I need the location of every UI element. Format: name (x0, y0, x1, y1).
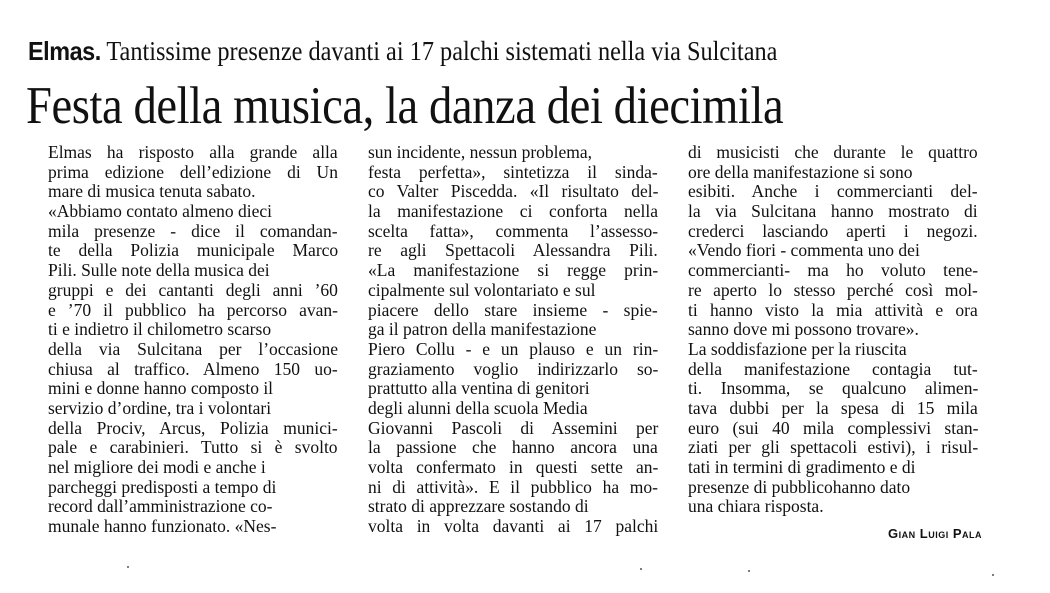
article-line: ti e indietro il chilometro scarso (48, 319, 272, 340)
article-line: ti hanno visto la mia attività e ora (688, 299, 978, 320)
article-line: pale e carabinieri. Tutto si è svolto (48, 437, 338, 458)
print-speck (992, 574, 994, 576)
article-line: record dall’amministrazione co- (48, 496, 273, 517)
article-line: della via Sulcitana per l’occasione (48, 338, 339, 359)
article-headline: Festa della musica, la danza dei diecimila (26, 77, 784, 135)
article-line: gruppi e dei cantanti degli anni ’60 (48, 279, 338, 300)
article-line: ziati per gli spettacoli estivi), i risul- (688, 437, 979, 458)
article-line: euro (sui 40 mila complessivi stan- (688, 417, 979, 438)
print-speck (127, 566, 129, 568)
article-line: te della Polizia municipale Marco (48, 240, 339, 261)
article-line: sun incidente, nessun problema, (368, 142, 593, 162)
article-byline: Gian Luigi Pala (888, 526, 982, 541)
article-line: Giovanni Pascoli di Assemini per (368, 417, 659, 438)
article-line: sanno dove mi possono trovare». (688, 319, 919, 340)
article-line: tati in termini di gradimento e di (688, 457, 916, 477)
article-line: e ’70 il pubblico ha percorso avan- (48, 299, 338, 320)
article-line: la passione che hanno ancora una (368, 437, 658, 458)
article-line: La soddisfazione per la riuscita (688, 338, 907, 359)
article-line: «La manifestazione si regge prin- (368, 260, 659, 281)
article-line: re aperto lo stesso perché così mol- (688, 279, 978, 300)
print-speck (748, 570, 750, 572)
article-line: degli alunni della scuola Media (368, 397, 588, 418)
article-line: ni di attività». E il pubblico ha mo- (368, 476, 658, 497)
article-line: ga il patron della manifestazione (368, 319, 597, 340)
article-line: presenze di pubblicohanno dato (688, 476, 911, 497)
article-line: la manifestazione ci conforta nella (368, 201, 658, 222)
article-column-1 (48, 143, 338, 537)
article-line: piacere dello stare insieme - spie- (368, 299, 658, 320)
article-line: parcheggi predisposti a tempo di (48, 476, 277, 497)
kicker-text: Tantissime presenze davanti ai 17 palchi sistemati nella via Sulcitana (106, 36, 778, 66)
article-line: di musicisti che durante le quattro (688, 142, 978, 162)
article-line: «Vendo fiori - commenta uno dei (688, 240, 920, 261)
article-column-3 (688, 143, 978, 517)
article-line: commercianti- ma ho voluto tene- (688, 260, 979, 281)
article-line: volta in volta davanti ai 17 palchi (368, 516, 659, 537)
article-line: ti. Insomma, se qualcuno alimen- (688, 378, 979, 399)
article-line: esibiti. Anche i commercianti del- (688, 181, 978, 202)
article-line: co Valter Piscedda. «Il risultato del- (368, 181, 659, 202)
article-line: strato di apprezzare sostando di (368, 496, 589, 517)
article-line: volta confermato in questi sette an- (368, 457, 659, 477)
article-line: festa perfetta», sintetizza il sinda- (368, 161, 658, 182)
article-line: Elmas ha risposto alla grande alla (48, 142, 338, 162)
article-line: mini e donne hanno composto il (48, 378, 274, 399)
article-line: ore della manifestazione si sono (688, 161, 913, 182)
print-speck (640, 568, 642, 570)
article-line: crederci lasciando aperti i negozi. (688, 220, 978, 241)
article-line: mila presenze - dice il comandan- (48, 220, 338, 241)
article-line: tava dubbi per la spesa di 15 mila (688, 397, 978, 418)
article-line: scelta fatta», commenta l’assesso- (368, 220, 659, 241)
kicker-place: Elmas. (28, 36, 101, 66)
article-line: chiusa al traffico. Almeno 150 uo- (48, 358, 338, 379)
article-line: la via Sulcitana hanno mostrato di (688, 201, 978, 222)
article-column-2 (368, 143, 658, 537)
article-line: mare di musica tenuta sabato. (48, 181, 256, 202)
article-line: re agli Spettacoli Alessandra Pili. (368, 240, 658, 261)
article-line: «Abbiamo contato almeno dieci (48, 201, 273, 222)
article-line: prattutto alla ventina di genitori (368, 378, 590, 399)
article-line: Piero Collu - e un plauso e un rin- (368, 338, 659, 359)
article-line: Pili. Sulle note della musica dei (48, 260, 270, 281)
article-kicker (28, 34, 937, 68)
article-line: della manifestazione contagia tut- (688, 358, 978, 379)
article-line: nel migliore dei modi e anche i (48, 457, 266, 477)
article-line: graziamento voglio indirizzarlo so- (368, 358, 659, 379)
article-line: munale hanno funzionato. «Nes- (48, 516, 277, 537)
article-line: della Prociv, Arcus, Polizia munici- (48, 417, 338, 438)
article-line: cipalmente sul volontariato e sul (368, 279, 596, 300)
article-line: servizio d’ordine, tra i volontari (48, 397, 272, 418)
article-line: prima edizione dell’edizione di Un (48, 161, 338, 182)
article-line: una chiara risposta. (688, 496, 824, 517)
